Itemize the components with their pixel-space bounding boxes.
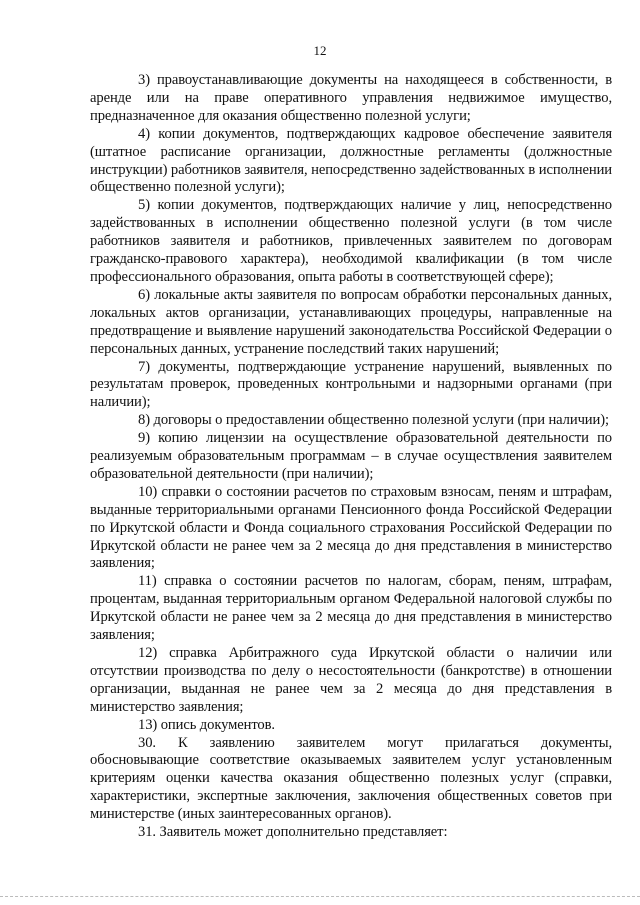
document-body [90, 72, 612, 842]
paragraph-item-10: 10) справки о состоянии расчетов по страховым взносам, пеням и штрафам, выданные территориальными органами Пенсионного фонда Российской Федерации по Иркутской области и Фонда социального страхования Российской Федерации по Иркутской области не ранее чем за 2 месяца до дня представления в министерство заявления; [90, 483, 612, 572]
paragraph-item-9: 9) копию лицензии на осуществление образовательной деятельности по реализуемым образовательным программам – в случае осуществления заявителем образовательной деятельности (при наличии); [90, 430, 612, 482]
paragraph-item-4: 4) копии документов, подтверждающих кадровое обеспечение заявителя (штатное расписание организации, должностные регламенты (должностные инструкции) работников заявителя, непосредственно задействованных в исполнении общественно полезной услуги); [90, 125, 612, 196]
paragraph-item-3: 3) правоустанавливающие документы на находящееся в собственности, в аренде или на праве оперативного управления недвижимое имущество, предназначенное для оказания общественно полезной услуги; [90, 72, 612, 124]
paragraph-item-11: 11) справка о состоянии расчетов по налогам, сборам, пеням, штрафам, процентам, выданная территориальным органом Федеральной налоговой службы по Иркутской области не ранее чем за 2 месяца до дня представления в министерство заявления; [90, 573, 612, 644]
paragraph-item-12: 12) справка Арбитражного суда Иркутской области о наличии или отсутствии производства по делу о несостоятельности (банкротстве) в отношении организации, выданная не ранее чем за 2 месяца до дня представления в министерство заявления; [90, 645, 612, 715]
paragraph-point-30: 30. К заявлению заявителем могут прилагаться документы, обосновывающие соответствие оказываемых заявителем услуг установленным критериям оценки качества оказания общественно полезных услуг (справки, характеристики, экспертные заключения, заключения общественных советов при министерстве (иных заинтересованных органов). [90, 734, 612, 823]
paragraph-item-7: 7) документы, подтверждающие устранение нарушений, выявленных по результатам проверок, проведенных контрольными и надзорными органами (при наличии); [90, 358, 612, 411]
bottom-divider [0, 896, 640, 898]
page-number: 12 [313, 43, 327, 58]
paragraph-item-6: 6) локальные акты заявителя по вопросам обработки персональных данных, локальных актов организации, устанавливающих процедуры, направленные на предотвращение и выявление нарушений законодательства Российской Федерации о персональных данных, устранение последствий таких нарушений; [90, 286, 612, 357]
paragraph-item-5: 5) копии документов, подтверждающих наличие у лиц, непосредственно задействованных в исполнении общественно полезной услуги (в том числе работников заявителя и работников, привлеченных заявителем по договорам гражданско-правового характера), необходимой квалификации (в том числе профессионального образования, опыта работы в соответствующей сфере); [90, 197, 612, 285]
paragraph-item-13: 13) опись документов. [138, 716, 275, 733]
paragraph-item-8: 8) договоры о предоставлении общественно полезной услуги (при наличии); [138, 412, 609, 429]
paragraph-point-31: 31. Заявитель может дополнительно представляет: [138, 824, 448, 841]
